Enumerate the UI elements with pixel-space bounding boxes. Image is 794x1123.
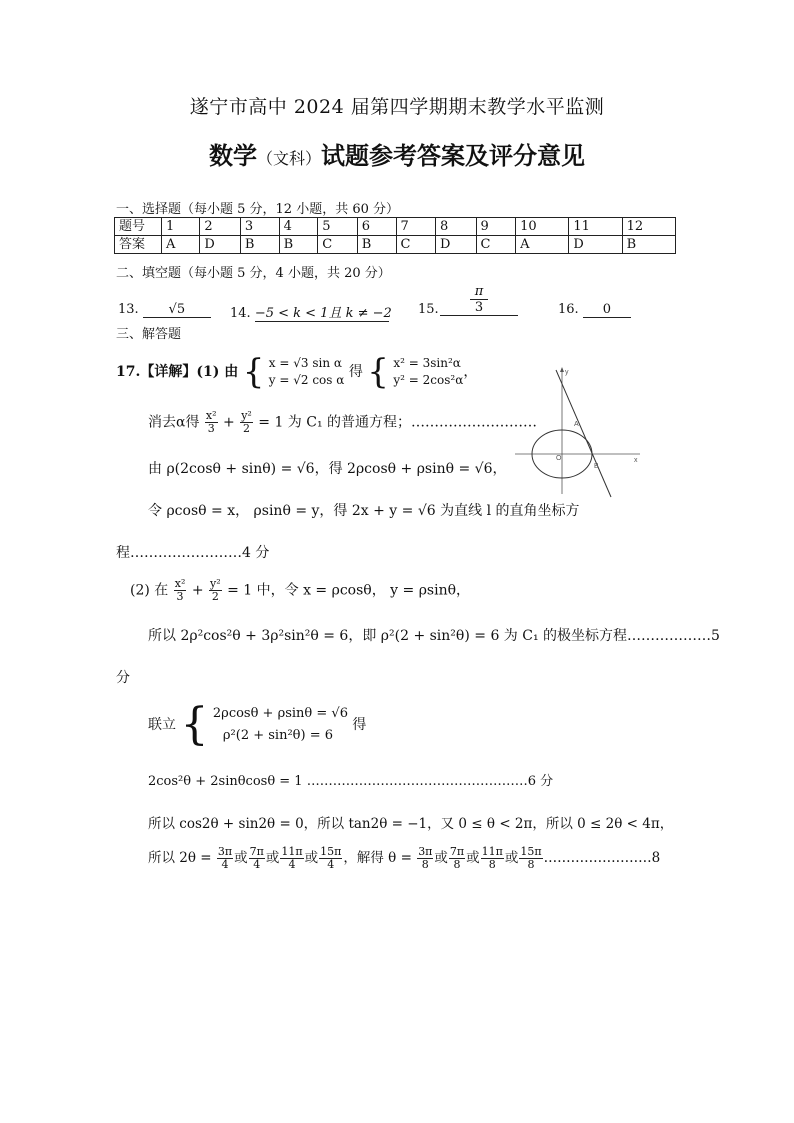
- table-cell: 5: [318, 218, 358, 236]
- q17-line1: 17.【详解】(1) 由 { x = √3 sin α y = √2 cos α 得 { x² = 3sin²α y² = 2cos²α ，: [116, 352, 478, 392]
- row-label-question: 题号: [115, 218, 162, 236]
- frac-num: y²: [241, 409, 252, 422]
- fraction: [174, 578, 187, 603]
- q17-system1: [269, 355, 345, 389]
- exam-title-main: [0, 136, 794, 171]
- frac-num: 7π: [249, 845, 264, 858]
- table-cell: C: [396, 236, 436, 254]
- sys2-eq2: y² = 2cos²α: [393, 373, 464, 387]
- table-cell: B: [357, 236, 396, 254]
- fraction: [209, 578, 222, 603]
- fraction: [240, 410, 253, 435]
- or-word: 或: [466, 850, 480, 866]
- q17-line11: 所以 cos2θ + sin2θ = 0，所以 tan2θ = −1，又 0 ≤ θ < 2π，所以 0 ≤ 2θ < 4π，: [148, 816, 674, 832]
- q15: [418, 302, 439, 317]
- frac-den: 8: [453, 858, 461, 871]
- table-cell: 12: [622, 218, 675, 236]
- line2-post: = 1 为 C₁ 的普通方程；………………………: [258, 414, 538, 431]
- section1-heading: 一、选择题（每小题 5 分，12 小题，共 60 分）: [116, 202, 400, 217]
- fraction: [417, 846, 433, 871]
- q15-numerator: π: [474, 284, 484, 299]
- frac-den: 8: [421, 858, 429, 871]
- table-cell: D: [569, 236, 622, 254]
- q14-answer: −5 < k < 1且 k ≠ −2: [255, 302, 389, 322]
- sys3-eq1: 2ρcosθ + ρsinθ = √6: [212, 706, 348, 721]
- sys1-eq1: x = √3 sin α: [268, 356, 342, 370]
- frac-den: 3: [176, 590, 184, 603]
- or-word: 或: [304, 850, 319, 866]
- or-word: 或: [234, 850, 248, 866]
- q17-system2: [393, 355, 463, 389]
- label-a: A: [574, 421, 579, 428]
- q17-line4: 令 ρcosθ = x， ρsinθ = y，得 2x + y = √6 为直线 l 的直角坐标方: [148, 503, 580, 519]
- fraction: [280, 846, 303, 871]
- table-cell: D: [200, 236, 241, 254]
- table-cell: 6: [357, 218, 396, 236]
- table-cell: C: [476, 236, 516, 254]
- table-row-answers: [115, 236, 676, 254]
- q17-line8: 分: [116, 670, 130, 686]
- y-axis-arrow: [560, 367, 564, 372]
- fraction: [319, 846, 342, 871]
- q14: [230, 302, 392, 322]
- label-b: B: [594, 463, 599, 470]
- fraction: [249, 846, 265, 871]
- q13: [118, 302, 211, 318]
- frac-num: 3π: [217, 845, 233, 858]
- q15-answer: [440, 284, 518, 316]
- q15-denominator: 3: [440, 300, 518, 316]
- or-word: 或: [265, 850, 280, 866]
- l12-mid: ，解得 θ =: [343, 850, 412, 866]
- p2-post: = 1 中，令 x = ρcosθ， y = ρsinθ，: [227, 582, 471, 599]
- section2-heading: 二、填空题（每小题 5 分，4 小题，共 20 分）: [116, 266, 391, 281]
- table-cell: 3: [240, 218, 279, 236]
- or-word: 或: [504, 850, 519, 866]
- title-subject: 数学: [208, 141, 257, 170]
- q17-comma: ，: [463, 364, 478, 380]
- title-rest: 试题参考答案及评分意见: [321, 141, 585, 170]
- line2-pre: 消去α得: [148, 414, 200, 431]
- sys3-get: 得: [352, 717, 367, 733]
- label-o: O: [556, 455, 562, 462]
- sys2-eq1: x² = 3sin²α: [393, 356, 461, 370]
- q13-answer: √5: [143, 302, 211, 318]
- table-cell: C: [318, 236, 358, 254]
- label-x: x: [634, 457, 638, 464]
- table-cell: 10: [516, 218, 569, 236]
- table-cell: 2: [200, 218, 241, 236]
- frac-den: 8: [527, 858, 535, 871]
- frac-num: 7π: [449, 845, 465, 858]
- table-cell: B: [240, 236, 279, 254]
- sys1-eq2: y = √2 cos α: [268, 373, 345, 387]
- table-cell: 9: [476, 218, 516, 236]
- frac-den: 8: [488, 858, 496, 871]
- frac-den: 4: [288, 858, 296, 871]
- q17-line5: 程……………………4 分: [116, 545, 270, 561]
- fraction: [481, 846, 504, 871]
- frac-num: 11π: [281, 845, 303, 858]
- q17-label: 17.【详解】(1) 由: [116, 364, 239, 380]
- frac-den: 4: [221, 858, 229, 871]
- frac-den: 2: [211, 590, 219, 603]
- table-cell: 8: [436, 218, 477, 236]
- frac-num: x²: [205, 409, 217, 422]
- frac-den: 2: [243, 422, 250, 435]
- q17-system3: 联立 { 2ρcosθ + ρsinθ = √6 ρ²(2 + sin²θ) = 6 得: [148, 699, 367, 750]
- q17-line7: 所以 2ρ²cos²θ + 3ρ²sin²θ = 6，即 ρ²(2 + sin²θ) = 6 为 C₁ 的极坐标方程………………5: [148, 628, 720, 644]
- frac-den: 4: [253, 858, 261, 871]
- q17-line2: [148, 410, 537, 435]
- q17-line12: [148, 846, 660, 871]
- q17-get: 得: [348, 364, 363, 380]
- title-track: （文科）: [256, 149, 321, 168]
- frac-num: 11π: [481, 845, 503, 858]
- frac-num: x²: [174, 577, 186, 590]
- answer-table: [114, 217, 676, 254]
- q16-number: 16.: [558, 302, 579, 317]
- p2-pre: (2) 在: [130, 582, 169, 599]
- sys3-label: 联立: [148, 717, 176, 733]
- frac-num: y²: [210, 577, 221, 590]
- q17-line10: 2cos²θ + 2sinθcosθ = 1 ……………………………………………6 分: [148, 774, 554, 789]
- frac-den: 3: [207, 422, 215, 435]
- table-cell: 1: [162, 218, 200, 236]
- table-cell: 4: [279, 218, 318, 236]
- table-cell: 11: [569, 218, 622, 236]
- fraction: [449, 846, 465, 871]
- label-y: y: [565, 369, 569, 376]
- frac-num: 3π: [418, 845, 433, 858]
- fraction: [205, 410, 218, 435]
- table-cell: D: [436, 236, 477, 254]
- q15-number: 15.: [418, 302, 439, 317]
- row-label-answer: 答案: [115, 236, 162, 254]
- q16-answer: 0: [583, 302, 631, 318]
- q17-line3: 由 ρ(2cosθ + sinθ) = √6，得 2ρcosθ + ρsinθ = √6，: [148, 461, 507, 477]
- plus: +: [191, 582, 204, 599]
- plus: +: [223, 414, 235, 431]
- table-cell: B: [622, 236, 675, 254]
- q16: [558, 302, 631, 318]
- table-cell: A: [162, 236, 200, 254]
- table-row-numbers: [115, 218, 676, 236]
- fraction: [217, 846, 233, 871]
- sys3-equations: [213, 703, 348, 747]
- exam-title-line1: 遂宁市高中 2024 届第四学期期末教学水平监测: [189, 96, 605, 118]
- q14-number: 14.: [230, 306, 251, 321]
- q17-part2-line: [130, 578, 470, 603]
- l12-tail: ……………………8: [543, 850, 661, 866]
- sys3-eq2: ρ²(2 + sin²θ) = 6: [222, 728, 333, 743]
- table-cell: B: [279, 236, 318, 254]
- table-cell: 7: [396, 218, 436, 236]
- frac-den: 4: [327, 858, 335, 871]
- ellipse-line-figure: [510, 362, 650, 502]
- or-word: 或: [434, 850, 448, 866]
- l12-pre: 所以 2θ =: [148, 850, 212, 866]
- frac-num: 15π: [320, 845, 342, 858]
- frac-num: 15π: [520, 845, 542, 858]
- fraction: [519, 846, 542, 871]
- table-cell: A: [516, 236, 569, 254]
- section3-heading: 三、解答题: [116, 327, 182, 342]
- q13-number: 13.: [118, 302, 139, 317]
